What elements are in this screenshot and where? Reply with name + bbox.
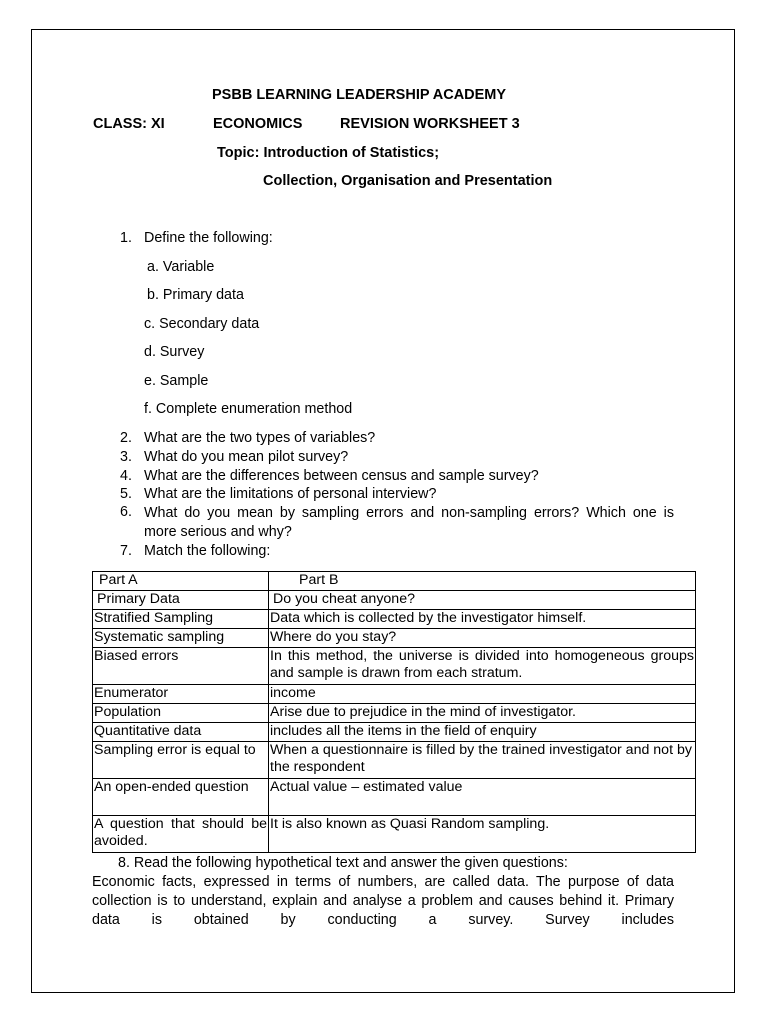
subject-label: ECONOMICS	[213, 116, 303, 132]
topic-line-1: Topic: Introduction of Statistics;	[217, 145, 440, 161]
table-row	[93, 629, 696, 648]
question-text: What are the limitations of personal interview?	[144, 486, 437, 502]
header-part-b: Part B	[269, 572, 696, 591]
question-8	[92, 854, 674, 930]
question-text: Define the following:	[144, 230, 273, 246]
question-number: 5.	[120, 486, 132, 502]
part-a-cell: Primary Data	[93, 591, 269, 610]
part-b-cell: Data which is collected by the investigator himself.	[269, 610, 696, 629]
part-b-cell: Where do you stay?	[269, 629, 696, 648]
question-text: What are the two types of variables?	[144, 430, 376, 446]
question-text: Match the following:	[144, 543, 271, 559]
question-number: 6.	[120, 504, 132, 520]
part-a-cell: Biased errors	[93, 648, 269, 685]
question-number: 1.	[120, 230, 132, 246]
table-row	[93, 591, 696, 610]
worksheet-title: REVISION WORKSHEET 3	[340, 116, 520, 132]
table-row	[93, 610, 696, 629]
part-b-cell: includes all the items in the field of enquiry	[269, 723, 696, 742]
part-a-cell: Sampling error is equal to	[93, 742, 269, 779]
table-row	[93, 648, 696, 685]
table-row	[93, 685, 696, 704]
table-header-row	[93, 572, 696, 591]
part-a-cell: Stratified Sampling	[93, 610, 269, 629]
part-a-cell: Systematic sampling	[93, 629, 269, 648]
q1-item-b: b. Primary data	[147, 287, 244, 303]
question-8-prompt: 8. Read the following hypothetical text and answer the given questions:	[118, 855, 568, 871]
part-b-cell: It is also known as Quasi Random sampling.	[269, 816, 696, 853]
question-text: What do you mean by sampling errors and non-sampling errors? Which one is more serious and why?	[144, 505, 674, 540]
q1-item-c: c. Secondary data	[144, 316, 260, 332]
match-table	[92, 571, 696, 853]
class-label: CLASS: XI	[93, 116, 165, 132]
q1-item-a: a. Variable	[147, 259, 215, 275]
part-a-cell: An open-ended question	[93, 779, 269, 816]
part-a-cell: A question that should be avoided.	[93, 816, 269, 853]
part-b-cell: Arise due to prejudice in the mind of investigator.	[269, 704, 696, 723]
table-row	[93, 779, 696, 816]
part-b-cell: Do you cheat anyone?	[269, 591, 696, 610]
question-6	[120, 504, 674, 542]
q1-item-e: e. Sample	[144, 373, 209, 389]
question-number: 2.	[120, 430, 132, 446]
part-a-cell: Population	[93, 704, 269, 723]
part-b-cell: In this method, the universe is divided into homogeneous groups and sample is drawn from each stratum.	[269, 648, 696, 685]
part-b-cell: When a questionnaire is filled by the trained investigator and not by the respondent	[269, 742, 696, 779]
question-text: What do you mean pilot survey?	[144, 449, 349, 465]
part-b-cell: Actual value – estimated value	[269, 779, 696, 816]
part-a-cell: Enumerator	[93, 685, 269, 704]
question-text: What are the differences between census and sample survey?	[144, 468, 539, 484]
part-a-cell: Quantitative data	[93, 723, 269, 742]
part-b-cell: income	[269, 685, 696, 704]
table-row	[93, 742, 696, 779]
question-number: 7.	[120, 543, 132, 559]
header-part-a: Part A	[93, 572, 269, 591]
q1-item-d: d. Survey	[144, 344, 205, 360]
q1-item-f: f. Complete enumeration method	[144, 401, 353, 417]
topic-line-2: Collection, Organisation and Presentation	[263, 173, 553, 189]
school-name: PSBB LEARNING LEADERSHIP ACADEMY	[212, 87, 507, 103]
question-number: 3.	[120, 449, 132, 465]
table-row	[93, 816, 696, 853]
question-8-passage: Economic facts, expressed in terms of numbers, are called data. The purpose of data collection is to understand, explain and analyse a problem and causes behind it. Primary data is obtained by conducting a survey. Survey includes	[92, 874, 674, 928]
question-number: 4.	[120, 468, 132, 484]
table-row	[93, 704, 696, 723]
table-row	[93, 723, 696, 742]
